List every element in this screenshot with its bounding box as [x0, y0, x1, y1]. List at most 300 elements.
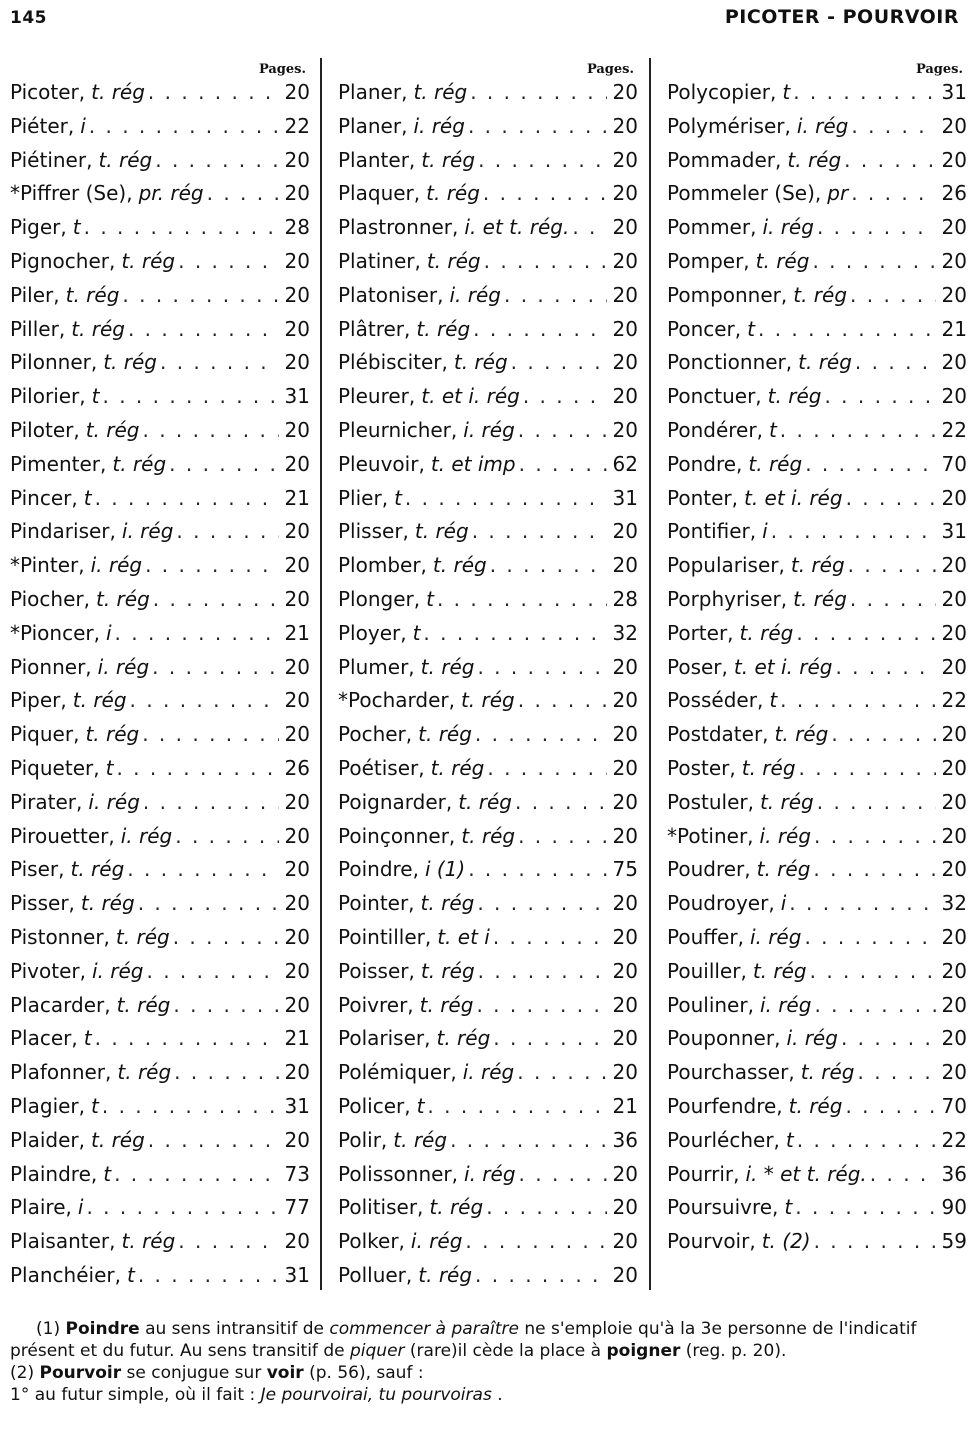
verb-name: Polluer, — [338, 1262, 413, 1287]
verb-class: i. rég — [120, 823, 173, 848]
verb-class: i. rég — [464, 1161, 516, 1186]
leader-dots — [450, 1128, 607, 1152]
page-reference: 28 — [284, 215, 310, 240]
verb-entry — [338, 148, 638, 182]
leader-dots — [519, 1162, 607, 1186]
verb-name: *Piffrer (Se), — [10, 181, 133, 206]
verb-class: t. rég — [767, 384, 822, 409]
verb-class: t — [426, 586, 434, 611]
verb-name: Poétiser, — [338, 755, 425, 780]
verb-name: Polker, — [338, 1229, 405, 1254]
leader-dots — [475, 1263, 607, 1287]
verb-entry — [338, 519, 638, 553]
verb-class: t. rég — [116, 992, 171, 1017]
footnote-text: (p. 56), sauf : — [309, 1363, 424, 1383]
leader-dots — [572, 215, 607, 239]
verb-name: Plaider, — [10, 1127, 86, 1152]
verb-entry — [667, 857, 967, 891]
page-reference: 20 — [284, 282, 310, 307]
leader-dots — [845, 1094, 936, 1118]
page-reference: 20 — [941, 857, 967, 882]
page-reference: 20 — [284, 992, 310, 1017]
leader-dots — [148, 1128, 279, 1152]
leader-dots — [146, 959, 279, 983]
leader-dots — [850, 587, 936, 611]
page-reference: 32 — [612, 620, 638, 645]
page-reference: 20 — [941, 485, 967, 510]
leader-dots — [477, 891, 607, 915]
page-reference: 20 — [941, 282, 967, 307]
page-reference: 20 — [284, 350, 310, 375]
verb-name: Pommader, — [667, 147, 782, 172]
leader-dots — [207, 181, 279, 205]
page-reference: 28 — [612, 586, 638, 611]
verb-entry — [667, 418, 967, 452]
page-reference: 20 — [612, 992, 638, 1017]
verb-class: i. rég — [796, 113, 849, 138]
verb-name: Piler, — [10, 282, 60, 307]
leader-dots — [824, 384, 936, 408]
leader-dots — [173, 925, 279, 949]
verb-entry — [10, 587, 310, 621]
verb-entry — [10, 114, 310, 148]
verb-entry — [667, 452, 967, 486]
leader-dots — [490, 553, 607, 577]
verb-class: t — [785, 1127, 794, 1152]
verb-class: i. rég — [410, 1229, 463, 1254]
verb-name: Piétiner, — [10, 147, 93, 172]
leader-dots — [145, 553, 279, 577]
footnote-text: 1° au futur simple, où il fait : — [10, 1385, 256, 1405]
verb-name: Pimenter, — [10, 451, 107, 476]
verb-name: Piger, — [10, 215, 67, 240]
verb-entry — [10, 857, 310, 891]
leader-dots — [870, 1162, 936, 1186]
leader-dots — [851, 181, 936, 205]
leader-dots — [846, 486, 936, 510]
page-reference: 20 — [941, 147, 967, 172]
page-reference: 20 — [941, 722, 967, 747]
leader-dots — [841, 1026, 936, 1050]
leader-dots — [518, 418, 607, 442]
verb-entry — [10, 249, 310, 283]
verb-name: Polémiquer, — [338, 1060, 457, 1085]
footnote-text: (rare)il cède la place à — [409, 1341, 602, 1361]
leader-dots — [793, 80, 936, 104]
leader-dots — [780, 688, 936, 712]
verb-class: i (1) — [424, 857, 466, 882]
verb-name: *Pinter, — [10, 553, 85, 578]
leader-dots — [128, 317, 279, 341]
verb-class: t — [103, 1161, 112, 1186]
leader-dots — [796, 621, 936, 645]
leader-dots — [473, 317, 607, 341]
leader-dots — [178, 1229, 279, 1253]
verb-class: i. rég — [786, 1026, 838, 1051]
leader-dots — [405, 486, 607, 510]
verb-entry — [10, 756, 310, 790]
verb-entry — [667, 722, 967, 756]
verb-entry — [10, 317, 310, 351]
page-reference: 20 — [612, 1195, 638, 1220]
verb-entry — [338, 384, 638, 418]
verb-class: t — [784, 1195, 793, 1220]
verb-name: Poudrer, — [667, 857, 751, 882]
page-reference: 62 — [612, 451, 638, 476]
verb-entry — [667, 925, 967, 959]
verb-class: i. rég — [759, 823, 812, 848]
verb-entry — [338, 925, 638, 959]
verb-entry — [10, 486, 310, 520]
page-reference: 22 — [941, 417, 967, 442]
verb-class: t. rég — [453, 350, 508, 375]
leader-dots — [114, 1162, 279, 1186]
footnote-2-line-2 — [10, 1384, 960, 1406]
verb-class: t. rég — [71, 316, 125, 341]
verb-class: i. rég — [97, 654, 150, 679]
page-reference: 20 — [284, 80, 310, 104]
verb-name: Piper, — [10, 688, 67, 713]
verb-entry — [10, 891, 310, 925]
verb-name: Pindariser, — [10, 519, 116, 544]
verb-name: Piser, — [10, 857, 65, 882]
page-reference: 20 — [612, 1026, 638, 1051]
page-reference: 20 — [941, 215, 967, 240]
page-reference: 20 — [612, 1262, 638, 1287]
verb-entry — [667, 215, 967, 249]
verb-entry — [338, 1195, 638, 1229]
verb-class: t. rég — [426, 248, 481, 273]
verb-class: t. et imp — [430, 451, 516, 476]
verb-class: i. rég — [462, 1060, 515, 1085]
leader-dots — [86, 1195, 279, 1219]
verb-class: t — [416, 1093, 425, 1118]
verb-entry — [338, 283, 638, 317]
page-reference: 20 — [612, 1161, 638, 1186]
verb-entry — [667, 688, 967, 722]
leader-dots — [831, 722, 936, 746]
page-reference: 59 — [941, 1229, 967, 1254]
verb-entry — [10, 1195, 310, 1229]
leader-dots — [130, 688, 279, 712]
page-reference: 20 — [612, 350, 638, 375]
verb-class: t — [747, 316, 755, 341]
leader-dots — [470, 80, 607, 104]
leader-dots — [515, 790, 607, 814]
leader-dots — [518, 688, 607, 712]
verb-class: t. rég — [419, 992, 474, 1017]
verb-name: Polymériser, — [667, 113, 791, 138]
verb-class: t. rég — [429, 1195, 484, 1220]
page-reference: 20 — [612, 924, 638, 949]
leader-dots — [148, 80, 279, 104]
verb-class: i — [77, 1195, 84, 1220]
verb-class: t. rég — [420, 654, 475, 679]
verb-name: Ponter, — [667, 485, 738, 510]
verb-entry — [667, 1094, 967, 1128]
leader-dots — [814, 993, 936, 1017]
leader-dots — [848, 553, 936, 577]
verb-class: t. rég — [98, 147, 153, 172]
page-reference: 22 — [941, 1127, 967, 1152]
verb-name: Postuler, — [667, 789, 754, 814]
page-reference: 20 — [284, 586, 310, 611]
page-reference: 22 — [284, 113, 310, 138]
leader-dots — [115, 621, 279, 645]
page-reference: 21 — [284, 1026, 310, 1051]
footnote-term: voir — [266, 1363, 304, 1383]
verb-entry — [338, 181, 638, 215]
verb-name: Pignocher, — [10, 248, 116, 273]
verb-class: i. rég — [121, 519, 174, 544]
verb-entry — [338, 688, 638, 722]
page-reference: 20 — [284, 451, 310, 476]
leader-dots — [814, 1229, 936, 1253]
footnote-2-marker: (2) — [10, 1363, 35, 1383]
verb-name: Pincer, — [10, 485, 78, 510]
verb-name: Poser, — [667, 654, 728, 679]
verb-class: t. et i. rég — [421, 384, 520, 409]
verb-class: t. rég — [418, 722, 472, 747]
leader-dots — [478, 959, 607, 983]
page-reference: 36 — [612, 1127, 638, 1152]
verb-class: t. et i. rég — [733, 654, 833, 679]
leader-dots — [465, 1229, 607, 1253]
verb-entry — [338, 824, 638, 858]
leader-dots — [95, 486, 279, 510]
verb-class: t. rég — [91, 80, 145, 104]
verb-class: t. rég — [759, 789, 814, 814]
page-reference: 36 — [941, 1161, 967, 1186]
verb-name: Pomponner, — [667, 282, 788, 307]
leader-dots — [468, 114, 607, 138]
verb-entry — [667, 790, 967, 824]
verb-entry — [338, 621, 638, 655]
footnote-text: (reg. p. 20). — [685, 1341, 787, 1361]
verb-name: Pilorier, — [10, 384, 86, 409]
verb-entry — [667, 80, 967, 114]
verb-entry — [667, 384, 967, 418]
verb-class: t. rég — [436, 1026, 491, 1051]
verb-name: Pourlécher, — [667, 1127, 780, 1152]
footnote-term: poigner — [606, 1341, 681, 1361]
verb-name: Plâtrer, — [338, 316, 411, 341]
verb-class: t. rég — [748, 451, 803, 476]
verb-entry — [338, 993, 638, 1027]
verb-name: Pontifier, — [667, 519, 757, 544]
verb-name: Pilonner, — [10, 350, 98, 375]
verb-name: Porphyriser, — [667, 586, 788, 611]
verb-class: t. rég — [416, 316, 471, 341]
verb-class: t. rég — [80, 891, 135, 916]
verb-name: Polariser, — [338, 1026, 431, 1051]
verb-entry — [10, 1229, 310, 1263]
verb-class: t — [91, 384, 100, 409]
verb-class: t. rég — [103, 350, 157, 375]
page-reference: 20 — [612, 722, 638, 747]
column-divider — [320, 58, 322, 1290]
verb-entry — [667, 655, 967, 689]
verb-class: t — [83, 485, 92, 510]
verb-entry — [10, 824, 310, 858]
verb-entry — [10, 80, 310, 114]
page-reference: 20 — [284, 1060, 310, 1085]
verb-class: t. rég — [112, 451, 167, 476]
verb-name: Polir, — [338, 1127, 388, 1152]
verb-entry — [10, 1026, 310, 1060]
verb-entry — [10, 925, 310, 959]
footnote-2 — [10, 1362, 960, 1384]
verb-name: Pouliner, — [667, 992, 754, 1017]
leader-dots — [468, 857, 607, 881]
leader-dots — [517, 1060, 607, 1084]
verb-name: Picoter, — [10, 80, 86, 104]
verb-entry — [667, 993, 967, 1027]
verb-name: Platiner, — [338, 248, 421, 273]
footnote-1-term: Poindre — [65, 1319, 140, 1339]
verb-name: Pleurer, — [338, 384, 416, 409]
leader-dots — [155, 148, 279, 172]
verb-name: Populariser, — [667, 553, 785, 578]
page-reference: 20 — [612, 80, 638, 104]
page-reference: 20 — [941, 113, 967, 138]
verb-entry — [667, 1229, 967, 1263]
footnote-text: . — [497, 1385, 503, 1405]
verb-class: t — [412, 620, 421, 645]
leader-dots — [814, 824, 936, 848]
verb-class: i. rég — [762, 215, 814, 240]
leader-dots — [142, 722, 279, 746]
leader-dots — [143, 790, 279, 814]
verb-entry — [10, 215, 310, 249]
verb-class: t — [91, 1093, 99, 1118]
verb-name: Planer, — [338, 80, 408, 104]
page-reference: 20 — [941, 789, 967, 814]
verb-class: t. rég — [787, 147, 842, 172]
verb-name: Planer, — [338, 113, 408, 138]
verb-entry — [10, 181, 310, 215]
verb-name: Poudroyer, — [667, 891, 775, 916]
leader-dots — [855, 350, 936, 374]
verb-name: Pourfendre, — [667, 1093, 783, 1118]
verb-name: Pleuvoir, — [338, 451, 425, 476]
verb-class: pr — [827, 181, 849, 206]
page-reference: 73 — [284, 1161, 310, 1186]
verb-class: i. et t. rég. — [464, 215, 570, 240]
leader-dots — [804, 925, 936, 949]
leader-dots — [835, 655, 936, 679]
verb-entry — [667, 350, 967, 384]
verb-name: Ponctuer, — [667, 384, 762, 409]
verb-class: t. rég — [85, 417, 140, 442]
verb-entry — [338, 553, 638, 587]
verb-entry — [338, 486, 638, 520]
verb-name: Plafonner, — [10, 1060, 112, 1085]
verb-entry — [338, 1026, 638, 1060]
verb-name: Piquer, — [10, 722, 80, 747]
page-reference: 20 — [941, 248, 967, 273]
footnote-text: ne s'emploie qu'à la 3e personne de l'indicatif présent et du futur. Au sens transitif de — [10, 1319, 917, 1361]
leader-dots — [138, 891, 279, 915]
verb-class: t. rég — [121, 1229, 176, 1254]
page-reference: 20 — [284, 688, 310, 713]
page-reference: 31 — [284, 384, 310, 409]
page-reference: 32 — [941, 891, 967, 916]
page-reference: 20 — [612, 316, 638, 341]
leader-dots — [84, 215, 279, 239]
verb-entry — [10, 688, 310, 722]
leader-dots — [427, 1094, 607, 1118]
leader-dots — [476, 993, 607, 1017]
page-reference: 75 — [612, 857, 638, 882]
verb-name: Platoniser, — [338, 282, 444, 307]
leader-dots — [486, 1195, 607, 1219]
verb-entry — [338, 317, 638, 351]
page-reference: 22 — [941, 688, 967, 713]
verb-name: Ponctionner, — [667, 350, 793, 375]
page-reference: 20 — [612, 248, 638, 273]
page-reference: 70 — [941, 451, 967, 476]
verb-entry — [667, 181, 967, 215]
verb-name: Poster, — [667, 755, 736, 780]
verb-name: Placarder, — [10, 992, 111, 1017]
leader-dots — [169, 452, 279, 476]
leader-dots — [797, 1128, 936, 1152]
page-reference: 20 — [612, 113, 638, 138]
verb-entry — [667, 1026, 967, 1060]
leader-dots — [178, 249, 279, 273]
page-reference: 20 — [612, 519, 638, 544]
leader-dots — [851, 114, 936, 138]
leader-dots — [478, 148, 607, 172]
verb-entry — [10, 993, 310, 1027]
leader-dots — [493, 1026, 607, 1050]
verb-class: t. rég — [460, 688, 515, 713]
verb-class: t — [394, 485, 402, 510]
leader-dots — [795, 1195, 936, 1219]
verb-entry — [10, 283, 310, 317]
page-reference: 20 — [612, 789, 638, 814]
footnote-text: au sens intransitif de — [145, 1319, 324, 1339]
verb-name: Plumer, — [338, 654, 415, 679]
page-reference: 20 — [612, 654, 638, 679]
leader-dots — [810, 959, 936, 983]
footnote-emphasis: commencer à paraître — [329, 1319, 519, 1339]
verb-name: Ployer, — [338, 620, 407, 645]
verb-entry — [338, 249, 638, 283]
footnote-1 — [10, 1318, 960, 1362]
verb-entry — [338, 114, 638, 148]
verb-name: *Pioncer, — [10, 620, 100, 645]
leader-dots — [780, 418, 936, 442]
verb-name: Pourchasser, — [667, 1060, 795, 1085]
page-reference: 20 — [284, 519, 310, 544]
leader-dots — [142, 418, 279, 442]
verb-class: t. rég — [421, 147, 476, 172]
verb-name: Poursuivre, — [667, 1195, 779, 1220]
verb-entry — [10, 790, 310, 824]
verb-entry — [10, 1128, 310, 1162]
verb-name: *Pocharder, — [338, 688, 455, 713]
verb-entry — [338, 1229, 638, 1263]
column-header-pages: Pages. — [586, 62, 634, 77]
leader-dots — [160, 350, 279, 374]
verb-class: t. rég — [420, 891, 475, 916]
page-reference: 90 — [941, 1195, 967, 1220]
verb-entry — [338, 655, 638, 689]
verb-class: t. et i — [437, 924, 490, 949]
verb-entry — [10, 553, 310, 587]
